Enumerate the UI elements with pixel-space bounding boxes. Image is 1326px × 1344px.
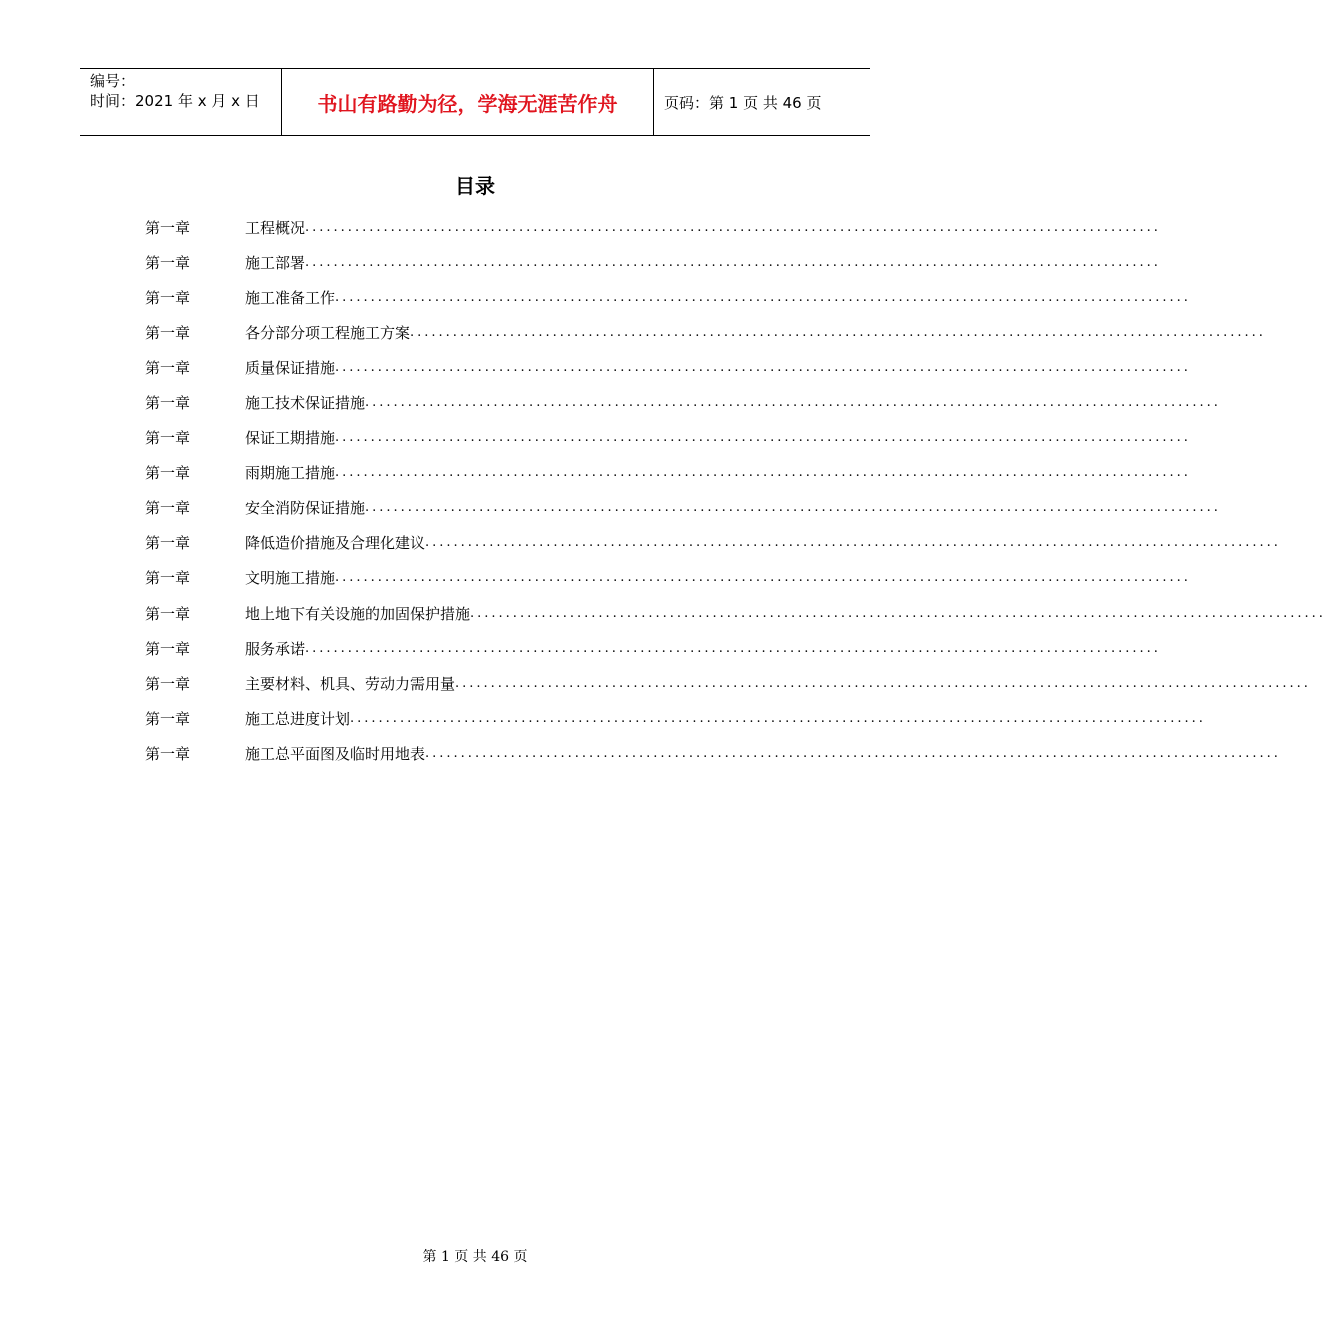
toc-chapter-label: 第一章 [145, 709, 191, 728]
toc-chapter-label: 第一章 [145, 429, 191, 448]
toc-dot-leader: ........................................................................................................................ [365, 500, 1221, 516]
toc-entry[interactable] [145, 350, 1191, 385]
toc-dot-leader: ........................................................................................................................ [335, 289, 1191, 305]
toc-entry[interactable] [145, 280, 1191, 315]
toc-entry-title: 工程概况 [245, 218, 306, 237]
toc-chapter-label: 第一章 [145, 358, 191, 377]
header-page-info: 页码：第 1 页 共 46 页 [664, 93, 822, 112]
toc-entry-title: 服务承诺 [245, 639, 306, 658]
toc-entry[interactable] [145, 385, 1221, 420]
toc-chapter-label: 第一章 [145, 499, 191, 518]
toc-entry-title: 安全消防保证措施 [245, 499, 366, 518]
toc-chapter-label: 第一章 [145, 464, 191, 483]
toc-entry-title: 质量保证措施 [245, 358, 336, 377]
toc-entry-title: 降低造价措施及合理化建议 [245, 534, 426, 553]
toc-chapter-label: 第一章 [145, 394, 191, 413]
toc-entry-title: 施工准备工作 [245, 288, 336, 307]
table-of-contents [145, 210, 1326, 772]
toc-chapter-label: 第一章 [145, 569, 191, 588]
toc-dot-leader: ........................................................................................................................ [410, 324, 1266, 340]
toc-entry-title: 施工总进度计划 [245, 709, 351, 728]
toc-chapter-label: 第一章 [145, 639, 191, 658]
toc-entry[interactable] [145, 701, 1206, 736]
toc-dot-leader: ........................................................................................................................ [335, 359, 1191, 375]
toc-dot-leader: ........................................................................................................................ [425, 745, 1281, 761]
toc-chapter-label: 第一章 [145, 288, 191, 307]
toc-entry[interactable] [145, 456, 1191, 491]
toc-entry[interactable] [145, 526, 1281, 561]
document-number-label: 编号： [90, 72, 136, 90]
toc-dot-leader: ........................................................................................................................ [365, 395, 1221, 411]
toc-chapter-label: 第一章 [145, 218, 191, 237]
toc-dot-leader: ........................................................................................................................ [335, 430, 1191, 446]
header-motto: 书山有路勤为径，学海无涯苦作舟 [281, 69, 654, 135]
toc-entry-title: 各分部分项工程施工方案 [245, 323, 411, 342]
toc-dot-leader: ........................................................................................................................ [350, 710, 1206, 726]
toc-entry-title: 地上地下有关设施的加固保护措施 [245, 604, 471, 623]
page-footer: 第 1 页 共 46 页 [422, 1249, 528, 1265]
toc-dot-leader: ........................................................................................................................ [455, 675, 1311, 691]
toc-chapter-label: 第一章 [145, 604, 191, 623]
toc-chapter-label: 第一章 [145, 674, 191, 693]
toc-entry[interactable] [145, 561, 1191, 596]
toc-dot-leader: ........................................................................................................................ [335, 570, 1191, 586]
toc-title: 目录 [455, 174, 495, 198]
toc-entry[interactable] [145, 596, 1326, 631]
toc-entry[interactable] [145, 631, 1161, 666]
toc-entry-title: 雨期施工措施 [245, 464, 336, 483]
toc-chapter-label: 第一章 [145, 323, 191, 342]
toc-chapter-label: 第一章 [145, 744, 191, 763]
toc-entry[interactable] [145, 666, 1311, 701]
toc-entry[interactable] [145, 491, 1221, 526]
toc-entry-title: 施工部署 [245, 253, 306, 272]
toc-entry[interactable] [145, 736, 1281, 771]
page-header [80, 68, 870, 136]
toc-entry-title: 施工总平面图及临时用地表 [245, 744, 426, 763]
toc-entry-title: 保证工期措施 [245, 429, 336, 448]
header-meta [80, 69, 281, 135]
toc-dot-leader: ........................................................................................................................ [335, 465, 1191, 481]
toc-dot-leader: ........................................................................................................................ [305, 640, 1161, 656]
toc-entry[interactable] [145, 421, 1191, 456]
toc-dot-leader: ........................................................................................................................ [305, 254, 1161, 270]
toc-chapter-label: 第一章 [145, 253, 191, 272]
toc-dot-leader: ........................................................................................................................ [305, 219, 1161, 235]
toc-entry[interactable] [145, 315, 1266, 350]
toc-dot-leader: ........................................................................................................................ [470, 605, 1326, 621]
toc-entry-title: 文明施工措施 [245, 569, 336, 588]
toc-dot-leader: ........................................................................................................................ [425, 535, 1281, 551]
toc-entry-title: 施工技术保证措施 [245, 394, 366, 413]
toc-entry-title: 主要材料、机具、劳动力需用量 [245, 674, 456, 693]
toc-entry[interactable] [145, 245, 1161, 280]
document-date: 时间：2021 年 x 月 x 日 [90, 92, 260, 110]
toc-chapter-label: 第一章 [145, 534, 191, 553]
toc-entry[interactable] [145, 210, 1161, 245]
